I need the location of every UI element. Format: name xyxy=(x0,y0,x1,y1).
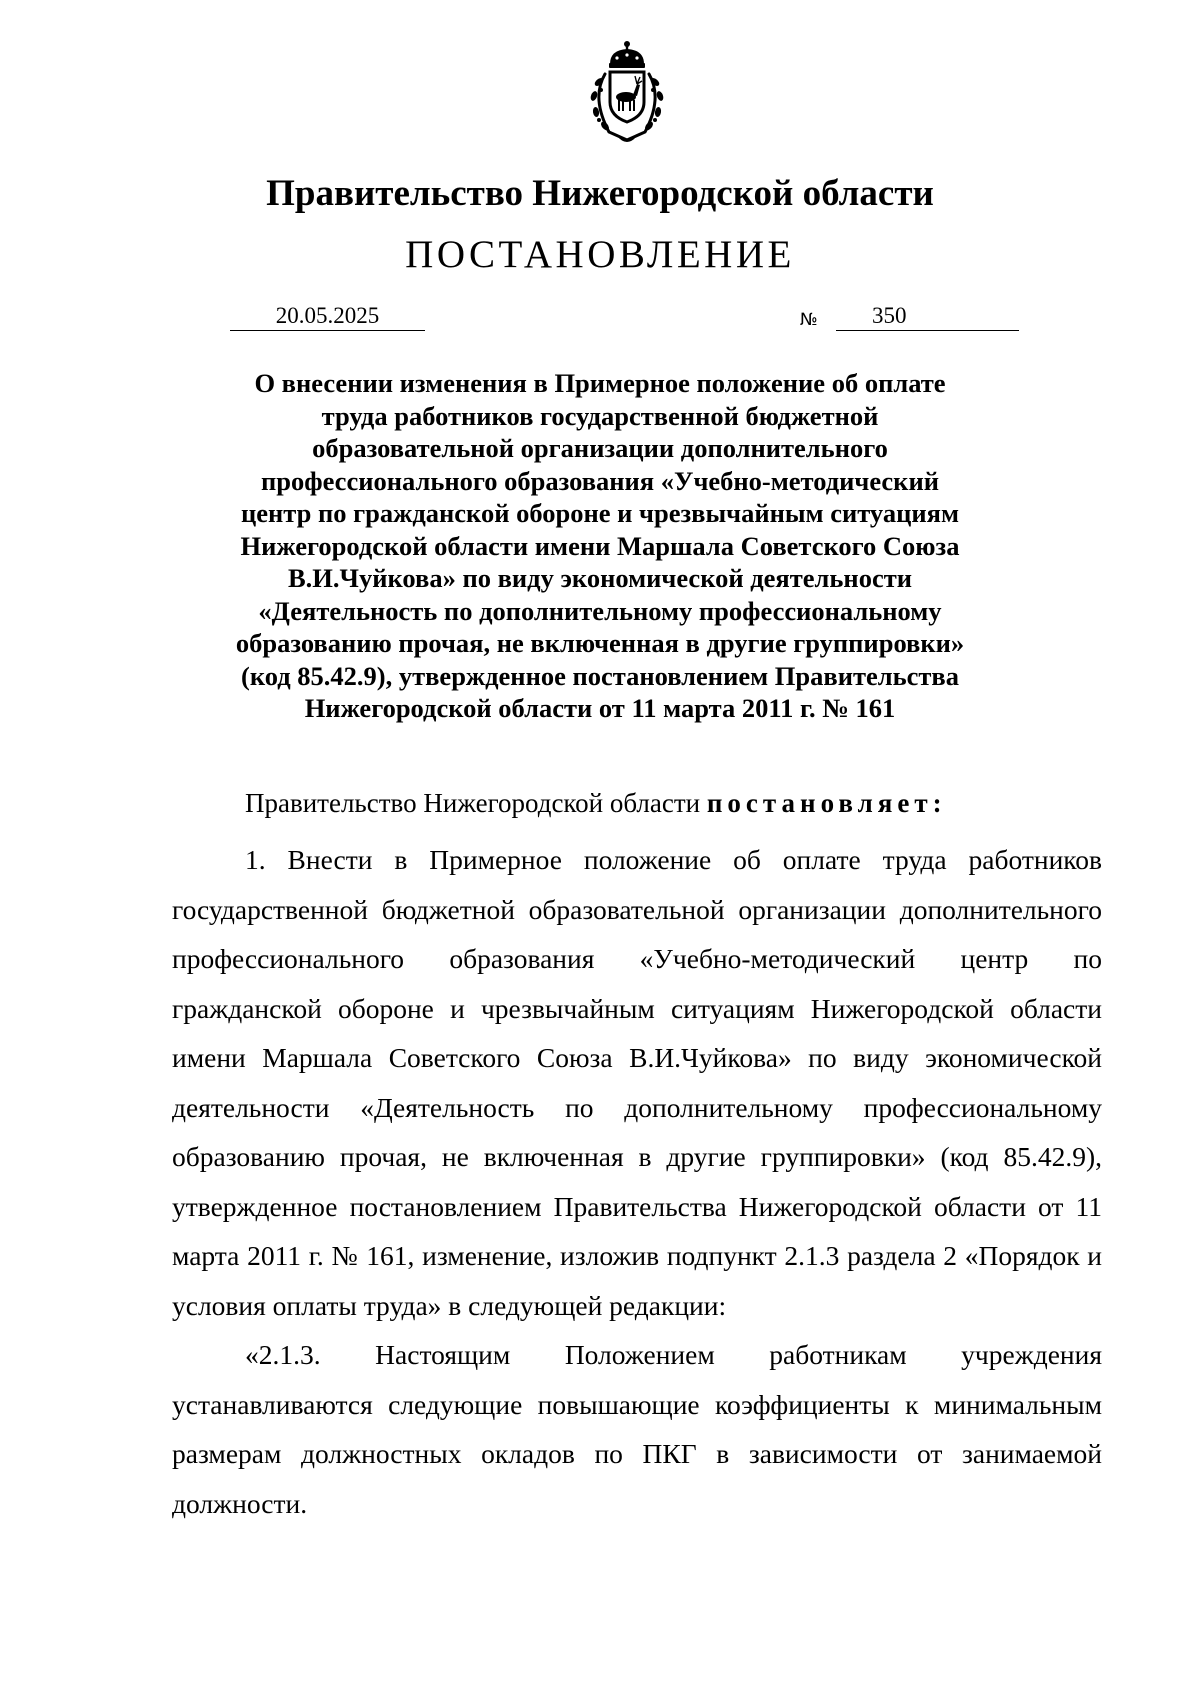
subject-line: образовательной организации дополнительного xyxy=(312,433,888,463)
document-body xyxy=(172,835,1102,1528)
subject-line: (код 85.42.9), утвержденное постановлением Правительства xyxy=(241,660,959,691)
organization-name: Правительство Нижегородской области xyxy=(266,173,934,214)
subject-line: образованию прочая, не включенная в другие группировки» xyxy=(235,628,965,658)
document-type: ПОСТАНОВЛЕНИЕ xyxy=(405,233,795,276)
subject-line: профессионального образования «Учебно-методический xyxy=(261,465,939,496)
number-label: № xyxy=(800,310,818,330)
paragraph-1: 1. Внести в Примерное положение об оплате труда работников государственной бюджетной образовательной организации дополнительного профессионального образования «Учебно-методический центр по гражданской обороне и чрезвычайным ситуациям Нижегородской области имени Маршала Советского Союза В.И.Чуйкова» по виду экономической деятельности «Деятельность по дополнительному профессиональному образованию прочая, не включенная в другие группировки» (код 85.42.9), утвержденное постановлением Правительства Нижегородской области от 11 марта 2011 г. № 161, изменение, изложив подпункт 2.1.3 раздела 2 «Порядок и условия оплаты труда» в следующей редакции: xyxy=(172,844,1102,1321)
document-date: 20.05.2025 xyxy=(230,302,425,331)
subject-line: Нижегородской области от 11 марта 2011 г. № 161 xyxy=(304,693,896,723)
document-subject xyxy=(170,367,1030,725)
preamble xyxy=(245,788,947,819)
subject-line: «Деятельность по дополнительному профессиональному xyxy=(258,595,942,626)
document-number: 350 xyxy=(836,302,1019,331)
preamble-text: Правительство Нижегородской области xyxy=(245,788,707,818)
paragraph-2: «2.1.3. Настоящим Положением работникам учреждения устанавливаются следующие повышающие коэффициенты к минимальным размерам должностных окладов по ПКГ в зависимости от занимаемой должности. xyxy=(172,1339,1102,1519)
subject-line: Нижегородской области имени Маршала Советского Союза xyxy=(240,530,960,561)
coat-of-arms-emblem xyxy=(577,40,677,150)
subject-line: О внесении изменения в Примерное положение об оплате xyxy=(254,368,946,398)
decree-word: постановляет: xyxy=(706,788,947,818)
subject-line: В.И.Чуйкова» по виду экономической деятельности xyxy=(288,563,912,593)
subject-line: центр по гражданской обороне и чрезвычайным ситуациям xyxy=(240,498,960,528)
subject-line: труда работников государственной бюджетной xyxy=(321,400,879,431)
